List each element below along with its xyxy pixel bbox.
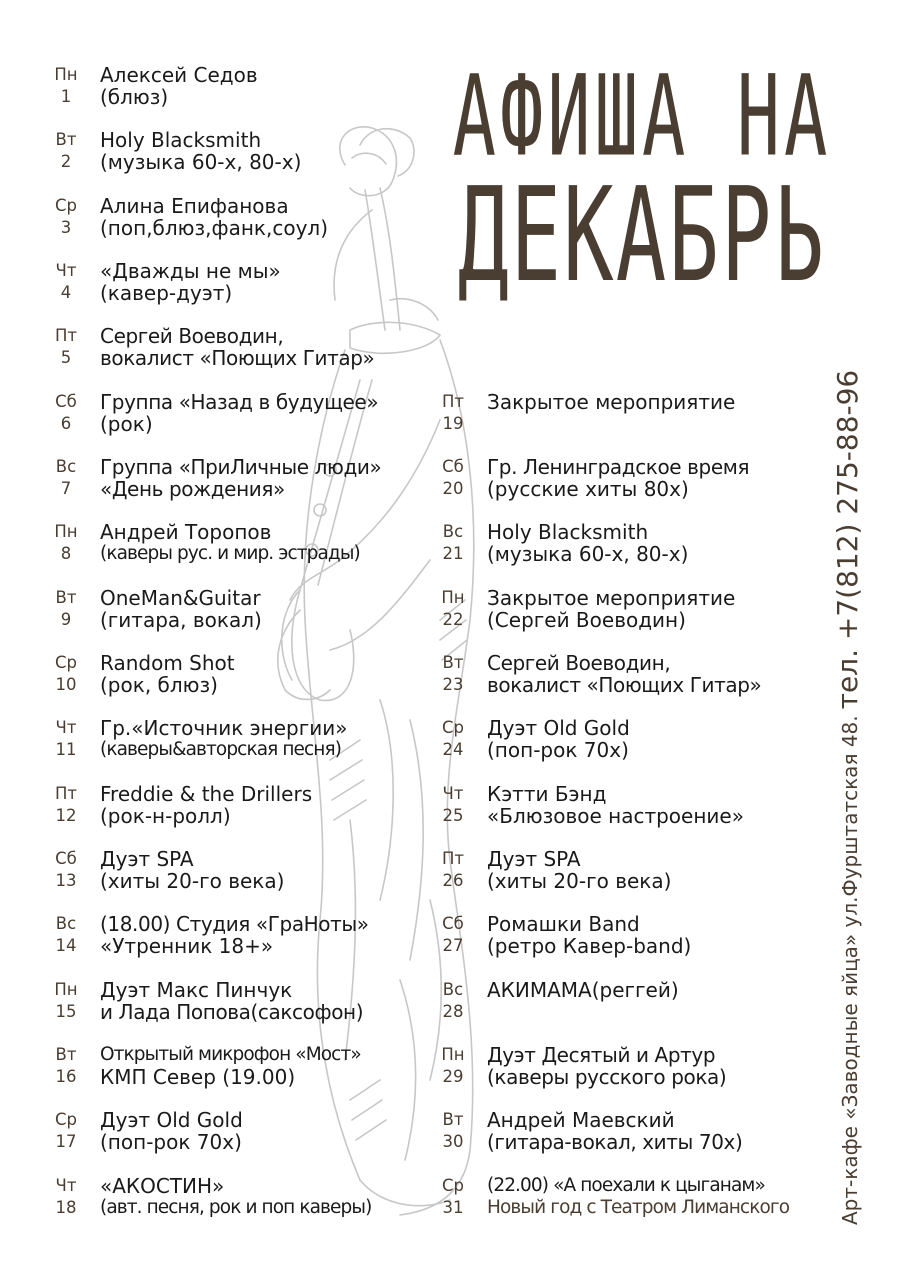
event-day-23	[432, 652, 761, 696]
event-date	[45, 913, 87, 957]
date-number: 20	[442, 479, 464, 498]
event-date	[45, 195, 87, 239]
date-number: 26	[442, 871, 464, 890]
genre: (рок-н-ролл)	[100, 804, 231, 828]
weekday: Пт	[441, 392, 465, 411]
event-date	[45, 64, 87, 108]
genre: (гитара-вокал, хиты 70х)	[487, 1130, 743, 1154]
performer: Группа «ПриЛичные люди»	[100, 455, 382, 479]
performer: Дуэт SPA	[100, 847, 194, 871]
performer: Holy Blacksmith	[487, 520, 649, 544]
event-date	[432, 1109, 474, 1153]
event-date	[432, 717, 474, 761]
event-info	[100, 913, 369, 957]
event-day-6	[45, 391, 378, 435]
date-number: 22	[442, 610, 464, 629]
performer: Ромашки Band	[487, 912, 640, 936]
event-date	[432, 587, 474, 631]
performer: Закрытое мероприятие	[487, 586, 736, 610]
weekday: Вс	[55, 457, 77, 476]
event-date	[45, 325, 87, 369]
weekday: Чт	[55, 1176, 77, 1195]
genre: (поп-рок 70х)	[100, 1130, 242, 1154]
performer: Сергей Воеводин,	[487, 651, 671, 675]
weekday: Пн	[441, 588, 465, 607]
event-day-24	[432, 717, 630, 761]
performer: Дуэт Old Gold	[100, 1108, 243, 1132]
event-day-28	[432, 979, 679, 1023]
date-number: 21	[442, 544, 464, 563]
weekday: Сб	[55, 849, 77, 868]
genre: «Утренник 18+»	[100, 934, 274, 958]
event-day-21	[432, 521, 688, 565]
performer: Freddie & the Drillers	[100, 782, 313, 806]
event-day-27	[432, 913, 691, 957]
performer: Алексей Седов	[100, 63, 258, 87]
event-info	[100, 848, 284, 892]
event-info	[100, 1175, 371, 1219]
event-date	[432, 391, 474, 435]
event-day-8	[45, 521, 360, 565]
event-day-9	[45, 587, 262, 631]
venue-phone: тел. +7(812) 275-88-96	[831, 369, 864, 710]
weekday: Чт	[442, 784, 464, 803]
genre: вокалист «Поющих Гитар»	[100, 346, 375, 370]
event-day-31	[432, 1175, 789, 1219]
event-info	[487, 913, 691, 957]
genre: (каверы русского рока)	[487, 1065, 727, 1089]
event-day-5	[45, 325, 374, 369]
genre: вокалист «Поющих Гитар»	[487, 673, 762, 697]
date-number: 15	[55, 1002, 77, 1021]
date-number: 1	[60, 87, 72, 106]
date-number: 12	[55, 806, 77, 825]
genre: (кавер-дуэт)	[100, 281, 233, 305]
event-date	[45, 456, 87, 500]
date-number: 7	[60, 479, 72, 498]
event-day-13	[45, 848, 284, 892]
event-date	[432, 1175, 474, 1219]
event-date	[45, 587, 87, 631]
poster-title-line2: ДЕКАБРЬ	[457, 159, 826, 312]
genre: (каверы рус. и мир. эстрады)	[100, 543, 360, 564]
weekday: Ср	[55, 1110, 77, 1129]
event-info	[487, 652, 761, 696]
event-day-4	[45, 260, 281, 304]
event-info	[100, 391, 378, 435]
weekday: Чт	[55, 261, 77, 280]
event-info	[100, 1109, 243, 1153]
event-info	[100, 260, 281, 304]
event-day-3	[45, 195, 328, 239]
event-info	[100, 783, 312, 827]
performer: Дуэт Макс Пинчук	[100, 978, 293, 1002]
event-date	[432, 913, 474, 957]
event-date	[432, 456, 474, 500]
performer: Алина Епифанова	[100, 194, 289, 218]
performer: Гр.«Источник энергии»	[100, 716, 348, 740]
event-info	[487, 391, 735, 413]
weekday: Вс	[442, 522, 464, 541]
genre: (гитара, вокал)	[100, 608, 262, 632]
event-day-12	[45, 783, 312, 827]
date-number: 29	[442, 1067, 464, 1086]
event-info	[487, 1044, 726, 1088]
weekday: Пн	[441, 1045, 465, 1064]
genre: «Блюзовое настроение»	[487, 804, 744, 828]
performer: Гр. Ленинградское время	[487, 455, 750, 479]
event-day-30	[432, 1109, 742, 1153]
event-day-18	[45, 1175, 371, 1219]
performer: «Дважды не мы»	[100, 259, 281, 283]
performer: Открытый микрофон «Мост»	[100, 1044, 361, 1065]
performer: Кэтти Бэнд	[487, 782, 607, 806]
event-day-22	[432, 587, 735, 631]
event-date	[432, 521, 474, 565]
event-date	[45, 1109, 87, 1153]
performer: Дуэт Old Gold	[487, 716, 630, 740]
event-day-10	[45, 652, 235, 696]
weekday: Вс	[442, 980, 464, 999]
weekday: Вт	[55, 130, 77, 149]
event-info	[100, 587, 262, 631]
event-info	[487, 717, 630, 761]
event-date	[45, 129, 87, 173]
genre: (поп-рок 70х)	[487, 738, 629, 762]
genre: (авт. песня, рок и поп каверы)	[100, 1197, 372, 1218]
event-date	[45, 260, 87, 304]
weekday: Пн	[54, 980, 78, 999]
date-number: 16	[55, 1067, 77, 1086]
event-date	[432, 652, 474, 696]
weekday: Ср	[55, 196, 77, 215]
genre: КМП Север (19.00)	[100, 1065, 296, 1089]
date-number: 23	[442, 675, 464, 694]
date-number: 8	[60, 544, 72, 563]
event-info	[487, 1109, 742, 1153]
date-number: 2	[60, 152, 72, 171]
date-number: 10	[55, 675, 77, 694]
event-info	[100, 979, 363, 1023]
performer: Дуэт Десятый и Артур	[487, 1043, 716, 1067]
genre: «День рождения»	[100, 477, 285, 501]
genre: (каверы&авторская песня)	[100, 739, 342, 760]
genre: (блюз)	[100, 85, 169, 109]
event-info	[487, 1175, 789, 1219]
date-number: 9	[60, 610, 72, 629]
genre: (хиты 20-го века)	[487, 869, 672, 893]
event-date	[432, 979, 474, 1023]
date-number: 4	[60, 283, 72, 302]
performer: Группа «Назад в будущее»	[100, 390, 379, 414]
event-date	[45, 652, 87, 696]
weekday: Пт	[54, 784, 78, 803]
performer: (22.00) «А поехали к цыганам»	[487, 1175, 765, 1196]
event-info	[487, 979, 679, 1001]
event-info	[100, 521, 360, 565]
weekday: Вт	[55, 1045, 77, 1064]
event-date	[45, 1175, 87, 1219]
genre: Новый год с Театром Лиманского	[487, 1197, 790, 1218]
event-info	[100, 717, 347, 761]
genre: (русские хиты 80х)	[487, 477, 689, 501]
weekday: Ср	[442, 1176, 464, 1195]
event-date	[432, 783, 474, 827]
event-date	[45, 848, 87, 892]
performer: Закрытое мероприятие	[487, 390, 736, 414]
genre: и Лада Попова(саксофон)	[100, 1000, 364, 1024]
weekday: Пн	[54, 65, 78, 84]
date-number: 30	[442, 1132, 464, 1151]
weekday: Сб	[442, 914, 464, 933]
genre: (музыка 60-х, 80-х)	[100, 150, 302, 174]
event-day-2	[45, 129, 301, 173]
venue-address: Арт-кафе «Заводные яйца» ул.Фурштатская 48.	[838, 715, 862, 1225]
poster-title-line1: АФИША НА	[452, 50, 832, 181]
weekday: Чт	[55, 718, 77, 737]
genre: (Сергей Воеводин)	[487, 608, 686, 632]
date-number: 14	[55, 936, 77, 955]
event-day-7	[45, 456, 381, 500]
weekday: Пт	[54, 326, 78, 345]
event-day-11	[45, 717, 347, 761]
date-number: 5	[60, 348, 72, 367]
event-info	[487, 587, 735, 631]
performer: «АКОСТИН»	[100, 1174, 225, 1198]
event-day-26	[432, 848, 671, 892]
date-number: 18	[55, 1198, 77, 1217]
event-date	[45, 979, 87, 1023]
date-number: 31	[442, 1198, 464, 1217]
date-number: 24	[442, 740, 464, 759]
event-date	[432, 1044, 474, 1088]
event-info	[100, 652, 235, 696]
event-info	[487, 521, 688, 565]
date-number: 28	[442, 1002, 464, 1021]
weekday: Сб	[442, 457, 464, 476]
event-day-14	[45, 913, 369, 957]
event-date	[45, 783, 87, 827]
performer: (18.00) Студия «ГраНоты»	[100, 912, 369, 936]
event-day-1	[45, 64, 258, 108]
performer: Андрей Торопов	[100, 520, 272, 544]
event-info	[100, 129, 301, 173]
event-day-20	[432, 456, 749, 500]
event-date	[45, 717, 87, 761]
event-day-29	[432, 1044, 726, 1088]
weekday: Вс	[55, 914, 77, 933]
event-info	[100, 456, 381, 500]
date-number: 17	[55, 1132, 77, 1151]
weekday: Ср	[55, 653, 77, 672]
date-number: 3	[60, 218, 72, 237]
event-date	[45, 521, 87, 565]
genre: (рок, блюз)	[100, 673, 218, 697]
event-info	[100, 64, 258, 108]
weekday: Сб	[55, 392, 77, 411]
weekday: Вт	[442, 653, 464, 672]
weekday: Ср	[442, 718, 464, 737]
performer: Holy Blacksmith	[100, 128, 262, 152]
event-date	[45, 391, 87, 435]
event-info	[487, 848, 671, 892]
performer: Андрей Маевский	[487, 1108, 675, 1132]
event-info	[487, 783, 744, 827]
performer: Сергей Воеводин,	[100, 324, 284, 348]
performer: Random Shot	[100, 651, 235, 675]
venue-contact	[831, 369, 864, 1225]
weekday: Вт	[442, 1110, 464, 1129]
event-day-25	[432, 783, 744, 827]
performer: АКИМАМА(реггей)	[487, 978, 679, 1002]
date-number: 19	[442, 414, 464, 433]
weekday: Пн	[54, 522, 78, 541]
weekday: Вт	[55, 588, 77, 607]
event-day-19	[432, 391, 735, 435]
date-number: 11	[55, 740, 77, 759]
event-info	[100, 195, 328, 239]
event-day-15	[45, 979, 363, 1023]
date-number: 13	[55, 871, 77, 890]
genre: (хиты 20-го века)	[100, 869, 285, 893]
date-number: 27	[442, 936, 464, 955]
genre: (ретро Кавер-band)	[487, 934, 692, 958]
genre: (рок)	[100, 412, 153, 436]
weekday: Пт	[441, 849, 465, 868]
event-date	[45, 1044, 87, 1088]
performer: Дуэт SPA	[487, 847, 581, 871]
genre: (поп,блюз,фанк,соул)	[100, 216, 329, 240]
event-date	[432, 848, 474, 892]
event-day-16	[45, 1044, 361, 1088]
genre: (музыка 60-х, 80-х)	[487, 542, 689, 566]
event-day-17	[45, 1109, 243, 1153]
date-number: 6	[60, 414, 72, 433]
event-info	[487, 456, 749, 500]
event-info	[100, 325, 374, 369]
date-number: 25	[442, 806, 464, 825]
performer: OneMan&Guitar	[100, 586, 261, 610]
event-info	[100, 1044, 361, 1088]
